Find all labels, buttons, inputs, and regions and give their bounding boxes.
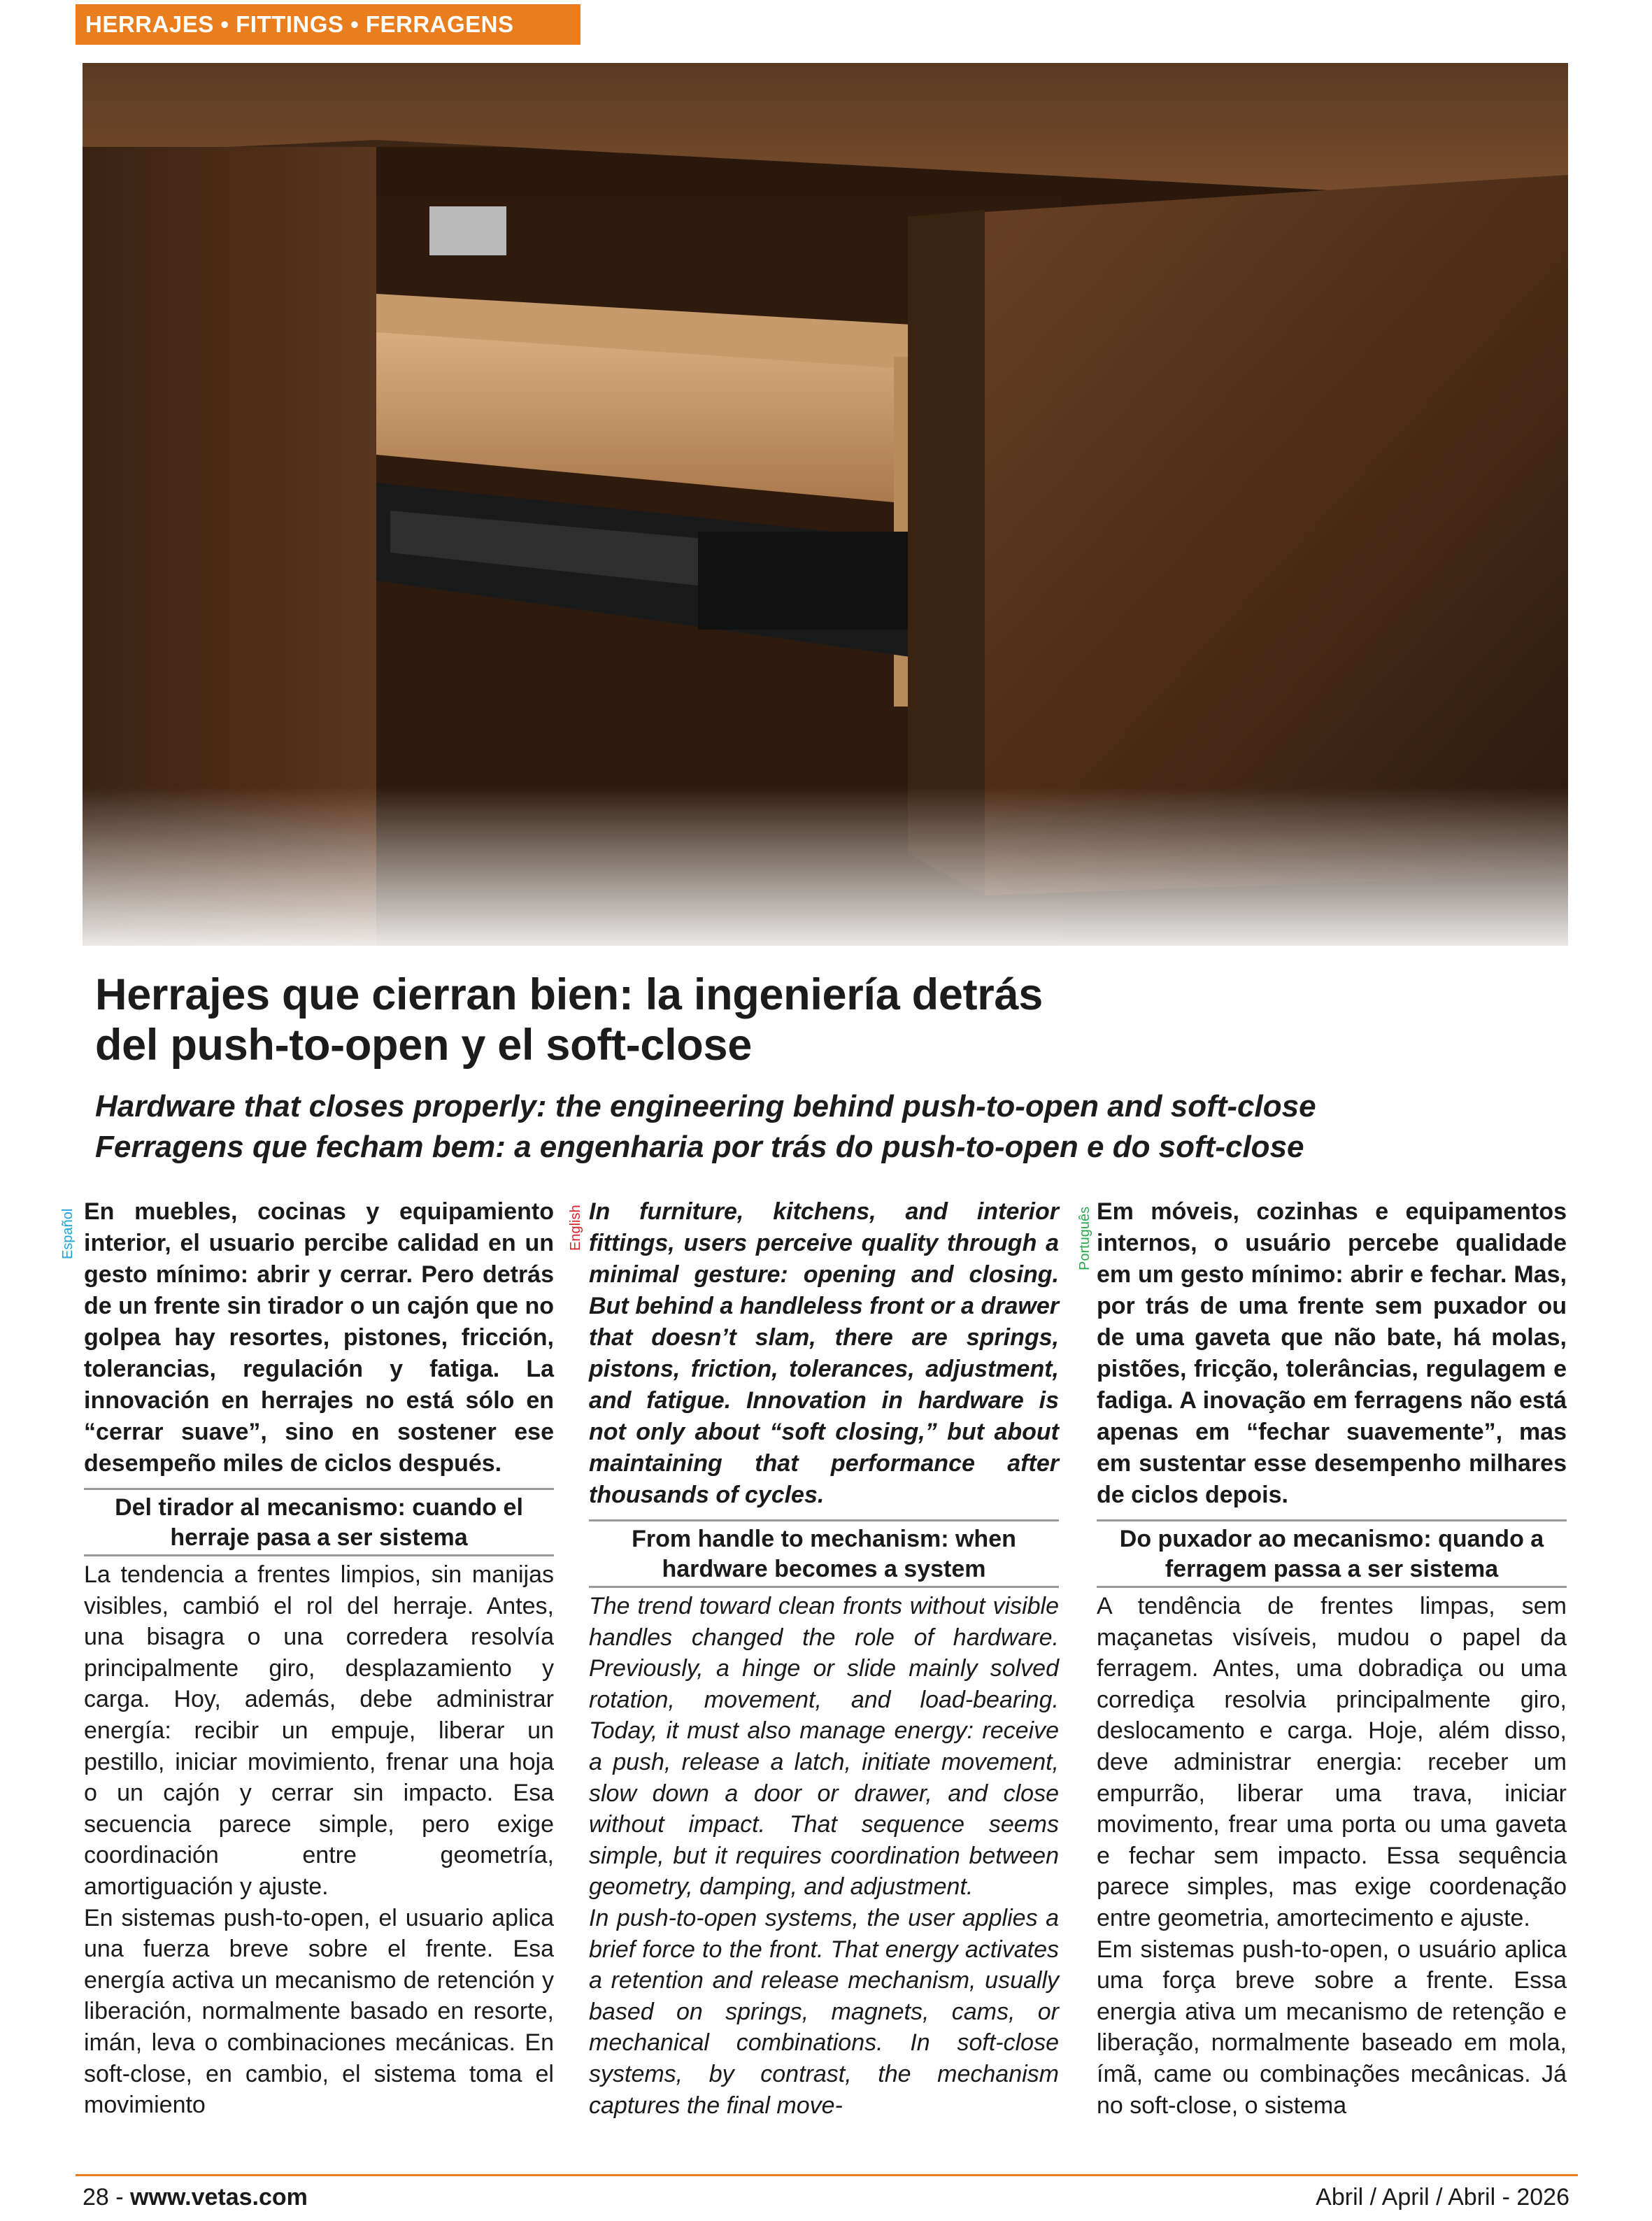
lead-paragraph: En muebles, cocinas y equipamiento interior, el usuario percibe calidad en un gesto mínimo: abrir y cerrar. Pero detrás de un frente sin tirador o un cajón que no golpea hay resortes, pistones, fricción, tolerancias, regulación y fatiga. La innovación en herrajes no está sólo en “cerrar suave”, sino en sostener ese desempeño miles de ciclos después. xyxy=(84,1198,554,1477)
body-paragraph-2: En sistemas push-to-open, el usuario aplica una fuerza breve sobre el frente. Esa energía activa un mecanismo de retención y liberación, normalmente basado en resorte, imán, leva o combinaciones mecánicas. En soft-close, en cambio, el sistema toma el movimiento xyxy=(84,1904,554,2119)
column-portuguese xyxy=(1097,1196,1567,2121)
column-english xyxy=(589,1196,1059,2121)
drawer-illustration xyxy=(83,63,1568,946)
language-label-en: English xyxy=(568,1205,583,1251)
column-spanish xyxy=(84,1196,554,2121)
section-subhead: Do puxador ao mecanismo: quando a ferragem passa a ser sistema xyxy=(1097,1519,1567,1588)
hero-photo-drawer xyxy=(83,63,1568,946)
body-paragraph: La tendencia a frentes limpios, sin manijas visibles, cambió el rol del herraje. Antes, una bisagra o una corredera resolvía principalmente giro, desplazamiento y carga. Hoy, además, debe administrar energía: recibir un empuje, liberar un pestillo, iniciar movimiento, frenar una hoja o un cajón y cerrar sin impacto. Esa secuencia parece simple, pero exige coordinación entre geometría, amortiguación y ajuste. xyxy=(84,1561,554,1900)
lead-paragraph: In furniture, kitchens, and interior fittings, users perceive quality through a minimal gesture: opening and closing. But behind a handleless front or a drawer that doesn’t slam, there are springs, pistons, friction, tolerances, adjustment, and fatigue. Innovation in hardware is not only about “soft closing,” but about maintaining that performance after thousands of cycles. xyxy=(589,1198,1059,1508)
section-subhead: Del tirador al mecanismo: cuando el herraje pasa a ser sistema xyxy=(84,1488,554,1556)
body-paragraph-2: Em sistemas push-to-open, o usuário aplica uma força breve sobre a frente. Essa energia ativa um mecanismo de retenção e liberação, normalmente baseado em mola, ímã, came ou combinações mecânicas. Já no soft-close, o sistema xyxy=(1097,1936,1567,2119)
article-title xyxy=(95,970,1424,1070)
section-subhead: From handle to mechanism: when hardware becomes a system xyxy=(589,1519,1059,1588)
footer-divider xyxy=(76,2174,1578,2176)
language-label-es: Español xyxy=(60,1208,76,1259)
language-label-pt: Português xyxy=(1077,1206,1092,1270)
subtitle-english: Hardware that closes properly: the engineering behind push-to-open and soft-close xyxy=(95,1089,1316,1123)
body-paragraph: A tendência de frentes limpas, sem maçanetas visíveis, mudou o papel da ferragem. Antes, uma dobradiça ou uma corrediça resolvia principalmente giro, deslocamento e carga. Hoje, além disso, deve administrar energia: receber um empurrão, liberar uma trava, iniciar movimento, frear uma porta ou uma gaveta e fechar sem impacto. Essa sequência parece simples, mas exige coordenação entre geometria, amortecimento e ajuste. xyxy=(1097,1593,1567,1931)
body-paragraph-2: In push-to-open systems, the user applies a brief force to the front. That energy activates a retention and release mechanism, usually based on springs, magnets, cams, or mechanical combinations. In soft-close systems, by contrast, the mechanism captures the final move- xyxy=(589,1904,1059,2119)
issue-date: Abril / April / Abril - 2026 xyxy=(1316,2184,1569,2211)
lead-paragraph: Em móveis, cozinhas e equipamentos internos, o usuário percebe qualidade em um gesto mínimo: abrir e fechar. Mas, por trás de uma frente sem puxador ou de uma gaveta que não bate, há molas, pistões, fricção, tolerâncias, regulagem e fadiga. A inovação em ferragens não está apenas em “fechar suavemente”, mas em sustentar esse desempenho milhares de ciclos depois. xyxy=(1097,1198,1567,1508)
title-line-2: del push-to-open y el soft-close xyxy=(95,1021,752,1070)
page-number: 28 - xyxy=(83,2184,131,2211)
section-tag: HERRAJES • FITTINGS • FERRAGENS xyxy=(76,4,581,45)
title-line-1: Herrajes que cierran bien: la ingeniería detrás xyxy=(95,970,1043,1019)
footer-page-info xyxy=(83,2183,308,2212)
subtitle-portuguese: Ferragens que fecham bem: a engenharia por trás do push-to-open e do soft-close xyxy=(95,1130,1304,1164)
website-link[interactable]: www.vetas.com xyxy=(130,2184,308,2211)
body-paragraph: The trend toward clean fronts without visible handles changed the role of hardware. Previously, a hinge or slide mainly solved rotation, movement, and load-bearing. Today, it must also manage energy: receive a push, release a latch, initiate movement, slow down a door or drawer, and close without impact. That sequence seems simple, but it requires coordination between geometry, damping, and adjustment. xyxy=(589,1593,1059,1901)
